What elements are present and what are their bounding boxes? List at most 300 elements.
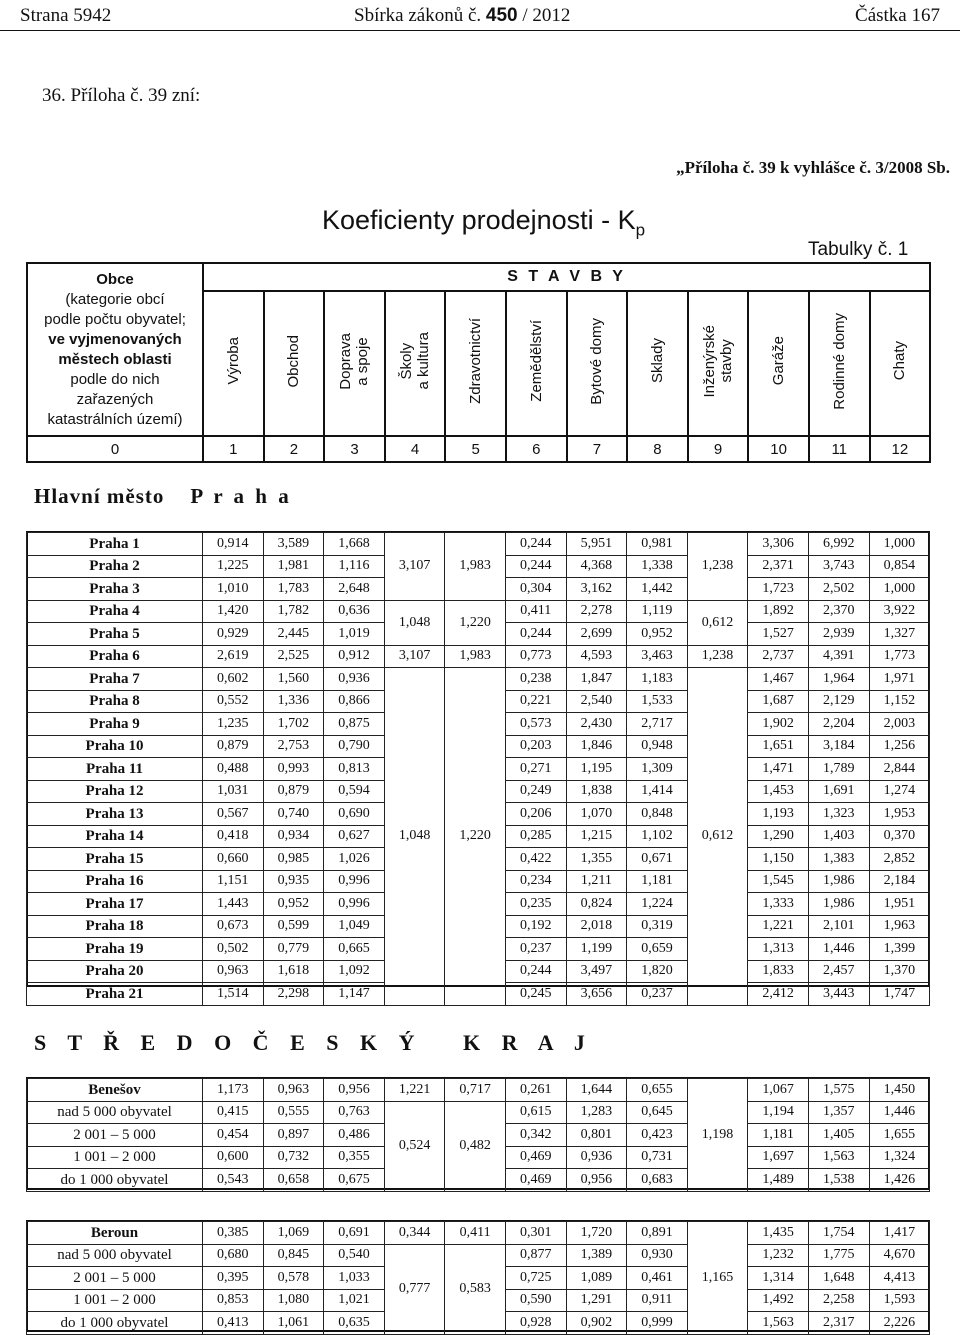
table-cell: 0,658 xyxy=(263,1169,324,1192)
row-name: Praha 11 xyxy=(27,758,203,781)
table-cell: 0,612 xyxy=(687,668,748,1006)
table-cell: 0,866 xyxy=(324,690,385,713)
table-cell: 1,720 xyxy=(566,1222,627,1245)
table-cell: 1,833 xyxy=(748,960,809,983)
table-cell: 1,754 xyxy=(808,1222,869,1245)
table-cell: 2,018 xyxy=(566,915,627,938)
table-cell: 3,463 xyxy=(627,645,688,668)
table-cell: 0,488 xyxy=(203,758,264,781)
table-cell: 1,198 xyxy=(687,1079,748,1192)
table-cell: 0,911 xyxy=(627,1289,688,1312)
table-cell: 2,003 xyxy=(869,713,930,736)
table-cell: 2,502 xyxy=(808,578,869,601)
table-cell: 1,221 xyxy=(384,1079,445,1102)
table-cell: 0,929 xyxy=(203,623,264,646)
table-cell: 0,690 xyxy=(324,803,385,826)
table-cell: 1,399 xyxy=(869,938,930,961)
table-cell: 1,291 xyxy=(566,1289,627,1312)
table-cell: 0,777 xyxy=(384,1244,445,1334)
table-cell: 1,492 xyxy=(748,1289,809,1312)
table-cell: 1,000 xyxy=(869,578,930,601)
column-number: 11 xyxy=(809,436,870,462)
table-cell: 0,319 xyxy=(627,915,688,938)
table-row xyxy=(27,1244,930,1267)
table-cell: 0,271 xyxy=(505,758,566,781)
table-cell: 1,414 xyxy=(627,780,688,803)
table-cell: 1,324 xyxy=(869,1146,930,1169)
table-cell: 0,952 xyxy=(263,893,324,916)
column-header: Výroba xyxy=(203,291,264,436)
table-cell: 0,853 xyxy=(203,1289,264,1312)
row-name: Praha 6 xyxy=(27,645,203,668)
table-cell: 4,593 xyxy=(566,645,627,668)
table-cell: 1,225 xyxy=(203,555,264,578)
row-name: do 1 000 obyvatel xyxy=(27,1169,203,1192)
table-cell: 4,413 xyxy=(869,1267,930,1290)
table-cell: 4,391 xyxy=(808,645,869,668)
table-cell: 1,951 xyxy=(869,893,930,916)
table-cell: 1,199 xyxy=(566,938,627,961)
table-cell: 0,877 xyxy=(505,1244,566,1267)
table-cell: 1,080 xyxy=(263,1289,324,1312)
obce-line: městech oblasti xyxy=(58,350,172,368)
table-cell: 1,655 xyxy=(869,1124,930,1147)
table-cell: 3,306 xyxy=(748,533,809,556)
table-cell: 1,221 xyxy=(748,915,809,938)
table-cell: 0,244 xyxy=(505,555,566,578)
table-cell: 0,717 xyxy=(445,1079,506,1102)
row-name: 1 001 – 2 000 xyxy=(27,1146,203,1169)
table-cell: 0,813 xyxy=(324,758,385,781)
table-cell: 0,655 xyxy=(627,1079,688,1102)
table-cell: 1,514 xyxy=(203,983,264,1006)
table-cell: 0,221 xyxy=(505,690,566,713)
row-name: Praha 10 xyxy=(27,735,203,758)
table-cell: 1,687 xyxy=(748,690,809,713)
table-cell: 1,668 xyxy=(324,533,385,556)
table-cell: 1,092 xyxy=(324,960,385,983)
table-cell: 2,129 xyxy=(808,690,869,713)
table-cell: 2,258 xyxy=(808,1289,869,1312)
obce-line: Obce xyxy=(96,270,134,288)
table-cell: 0,732 xyxy=(263,1146,324,1169)
table-cell: 1,820 xyxy=(627,960,688,983)
table-cell: 1,467 xyxy=(748,668,809,691)
obce-line: (kategorie obcí xyxy=(65,290,165,308)
table-cell: 6,992 xyxy=(808,533,869,556)
table-cell: 2,278 xyxy=(566,600,627,623)
table-cell: 0,691 xyxy=(324,1222,385,1245)
table-cell: 0,578 xyxy=(263,1267,324,1290)
table-cell: 1,446 xyxy=(808,938,869,961)
obce-line: podle do nich xyxy=(70,370,160,388)
table-cell: 1,238 xyxy=(687,645,748,668)
row-name: Praha 12 xyxy=(27,780,203,803)
table-cell: 0,422 xyxy=(505,848,566,871)
table-cell: 1,435 xyxy=(748,1222,809,1245)
table-cell: 1,211 xyxy=(566,870,627,893)
table-cell: 0,423 xyxy=(627,1124,688,1147)
table-cell: 0,848 xyxy=(627,803,688,826)
column-number: 8 xyxy=(627,436,688,462)
table-cell: 1,471 xyxy=(748,758,809,781)
row-name: Praha 7 xyxy=(27,668,203,691)
table-cell: 0,801 xyxy=(566,1124,627,1147)
benesov-table xyxy=(26,1078,930,1192)
table-cell: 0,879 xyxy=(203,735,264,758)
table-cell: 1,971 xyxy=(869,668,930,691)
section-name: P r a h a xyxy=(190,484,292,508)
table-cell: 1,238 xyxy=(687,533,748,601)
table-cell: 3,743 xyxy=(808,555,869,578)
table-cell: 1,357 xyxy=(808,1101,869,1124)
table-cell: 1,049 xyxy=(324,915,385,938)
table-cell: 1,489 xyxy=(748,1169,809,1192)
table-cell: 1,789 xyxy=(808,758,869,781)
table-cell: 1,417 xyxy=(869,1222,930,1245)
table-cell: 1,838 xyxy=(566,780,627,803)
table-cell: 0,301 xyxy=(505,1222,566,1245)
table-cell: 0,238 xyxy=(505,668,566,691)
table-cell: 1,070 xyxy=(566,803,627,826)
column-number: 12 xyxy=(870,436,931,462)
table-cell: 0,963 xyxy=(203,960,264,983)
table-cell: 0,683 xyxy=(627,1169,688,1192)
table-cell: 1,033 xyxy=(324,1267,385,1290)
column-number: 1 xyxy=(203,436,264,462)
table-cell: 2,370 xyxy=(808,600,869,623)
table-cell: 0,824 xyxy=(566,893,627,916)
table-cell: 1,150 xyxy=(748,848,809,871)
table-cell: 0,763 xyxy=(324,1101,385,1124)
table-cell: 0,385 xyxy=(203,1222,264,1245)
table-cell: 1,283 xyxy=(566,1101,627,1124)
table-cell: 1,986 xyxy=(808,893,869,916)
column-header: Chaty xyxy=(870,291,931,436)
table-cell: 1,235 xyxy=(203,713,264,736)
page-title: Koeficienty prodejnosti - $K_p$ xyxy=(322,205,646,240)
table-cell: 0,237 xyxy=(627,983,688,1006)
table-cell: 1,194 xyxy=(748,1101,809,1124)
table-cell: 1,313 xyxy=(748,938,809,961)
table-cell: 0,645 xyxy=(627,1101,688,1124)
table-cell: 3,922 xyxy=(869,600,930,623)
table-cell: 1,256 xyxy=(869,735,930,758)
table-cell: 1,183 xyxy=(627,668,688,691)
table-cell: 0,524 xyxy=(384,1101,445,1191)
table-cell: 1,116 xyxy=(324,555,385,578)
row-name: Praha 5 xyxy=(27,623,203,646)
table-cell: 1,405 xyxy=(808,1124,869,1147)
table-cell: 2,457 xyxy=(808,960,869,983)
table-cell: 1,618 xyxy=(263,960,324,983)
table-cell: 0,192 xyxy=(505,915,566,938)
section-label: Hlavní město xyxy=(34,484,165,508)
column-number: 10 xyxy=(748,436,809,462)
table-cell: 1,314 xyxy=(748,1267,809,1290)
page-number: Strana 5942 xyxy=(20,5,112,26)
table-cell: 0,461 xyxy=(627,1267,688,1290)
table-cell: 0,635 xyxy=(324,1312,385,1335)
table-cell: 0,845 xyxy=(263,1244,324,1267)
table-cell: 0,948 xyxy=(627,735,688,758)
table-cell: 0,985 xyxy=(263,848,324,871)
table-cell: 0,854 xyxy=(869,555,930,578)
table-cell: 0,469 xyxy=(505,1146,566,1169)
table-cell: 0,934 xyxy=(263,825,324,848)
table-cell: 0,996 xyxy=(324,893,385,916)
row-name: Praha 16 xyxy=(27,870,203,893)
table-cell: 0,956 xyxy=(566,1169,627,1192)
table-cell: 0,304 xyxy=(505,578,566,601)
table-cell: 2,525 xyxy=(263,645,324,668)
obce-header xyxy=(27,263,203,436)
table-cell: 1,173 xyxy=(203,1079,264,1102)
column-number: 9 xyxy=(688,436,749,462)
column-header: Zemědělství xyxy=(506,291,567,436)
table-cell: 1,220 xyxy=(445,668,506,1006)
table-cell: 1,538 xyxy=(808,1169,869,1192)
table-cell: 1,420 xyxy=(203,600,264,623)
table-cell: 2,699 xyxy=(566,623,627,646)
table-cell: 0,244 xyxy=(505,533,566,556)
table-cell: 0,594 xyxy=(324,780,385,803)
table-cell: 2,445 xyxy=(263,623,324,646)
table-cell: 3,184 xyxy=(808,735,869,758)
table-cell: 2,371 xyxy=(748,555,809,578)
table-cell: 0,415 xyxy=(203,1101,264,1124)
table-cell: 0,540 xyxy=(324,1244,385,1267)
column-header: Školy a kultura xyxy=(385,291,446,436)
table-cell: 4,368 xyxy=(566,555,627,578)
table-cell: 0,660 xyxy=(203,848,264,871)
table-cell: 1,181 xyxy=(748,1124,809,1147)
table-cell: 0,673 xyxy=(203,915,264,938)
table-cell: 0,244 xyxy=(505,960,566,983)
row-name: Praha 2 xyxy=(27,555,203,578)
table-cell: 0,245 xyxy=(505,983,566,1006)
table-cell: 1,067 xyxy=(748,1079,809,1102)
table-cell: 0,912 xyxy=(324,645,385,668)
table-cell: 0,590 xyxy=(505,1289,566,1312)
column-number: 0 xyxy=(27,436,203,462)
row-name: Praha 1 xyxy=(27,533,203,556)
table-cell: 3,497 xyxy=(566,960,627,983)
table-cell: 1,048 xyxy=(384,668,445,1006)
table-cell: 0,602 xyxy=(203,668,264,691)
table-cell: 1,152 xyxy=(869,690,930,713)
row-name: Praha 4 xyxy=(27,600,203,623)
table-cell: 0,599 xyxy=(263,915,324,938)
column-header: Sklady xyxy=(627,291,688,436)
table-cell: 0,612 xyxy=(687,600,748,645)
table-cell: 1,151 xyxy=(203,870,264,893)
table-cell: 2,540 xyxy=(566,690,627,713)
table-cell: 0,725 xyxy=(505,1267,566,1290)
table-cell: 1,000 xyxy=(869,533,930,556)
obce-line: katastrálních území) xyxy=(47,410,183,428)
table-cell: 2,717 xyxy=(627,713,688,736)
table-cell: 5,951 xyxy=(566,533,627,556)
table-cell: 1,644 xyxy=(566,1079,627,1102)
table-cell: 0,395 xyxy=(203,1267,264,1290)
table-cell: 0,731 xyxy=(627,1146,688,1169)
part-number: Částka 167 xyxy=(855,5,940,26)
table-cell: 1,847 xyxy=(566,668,627,691)
table-cell: 1,102 xyxy=(627,825,688,848)
table-cell: 0,665 xyxy=(324,938,385,961)
table-cell: 1,892 xyxy=(748,600,809,623)
table-cell: 1,963 xyxy=(869,915,930,938)
table-cell: 1,021 xyxy=(324,1289,385,1312)
section-praha xyxy=(34,484,292,509)
table-row xyxy=(27,645,930,668)
table-cell: 1,593 xyxy=(869,1289,930,1312)
table-cell: 1,389 xyxy=(566,1244,627,1267)
column-number: 5 xyxy=(445,436,506,462)
row-name: Praha 8 xyxy=(27,690,203,713)
row-name: Praha 14 xyxy=(27,825,203,848)
table-cell: 0,502 xyxy=(203,938,264,961)
table-cell: 2,852 xyxy=(869,848,930,871)
table-cell: 0,675 xyxy=(324,1169,385,1192)
table-cell: 1,442 xyxy=(627,578,688,601)
table-cell: 0,555 xyxy=(263,1101,324,1124)
table-cell: 1,048 xyxy=(384,600,445,645)
table-cell: 1,274 xyxy=(869,780,930,803)
row-name: Praha 17 xyxy=(27,893,203,916)
row-name: Praha 15 xyxy=(27,848,203,871)
table-cell: 1,355 xyxy=(566,848,627,871)
table-cell: 0,936 xyxy=(324,668,385,691)
collection-title: Sbírka zákonů č. 450 / 2012 xyxy=(354,5,571,26)
table-cell: 3,162 xyxy=(566,578,627,601)
table-cell: 2,317 xyxy=(808,1312,869,1335)
table-cell: 0,773 xyxy=(505,645,566,668)
table-cell: 2,737 xyxy=(748,645,809,668)
table-cell: 1,069 xyxy=(263,1222,324,1245)
table-cell: 1,193 xyxy=(748,803,809,826)
table-cell: 1,648 xyxy=(808,1267,869,1290)
table-cell: 1,220 xyxy=(445,600,506,645)
table-cell: 0,285 xyxy=(505,825,566,848)
table-cell: 1,902 xyxy=(748,713,809,736)
table-cell: 0,235 xyxy=(505,893,566,916)
table-cell: 0,552 xyxy=(203,690,264,713)
table-cell: 0,249 xyxy=(505,780,566,803)
table-cell: 0,454 xyxy=(203,1124,264,1147)
table-cell: 0,636 xyxy=(324,600,385,623)
table-cell: 0,875 xyxy=(324,713,385,736)
row-name: Praha 9 xyxy=(27,713,203,736)
table-cell: 1,010 xyxy=(203,578,264,601)
table-cell: 0,342 xyxy=(505,1124,566,1147)
table-cell: 0,355 xyxy=(324,1146,385,1169)
table-cell: 1,309 xyxy=(627,758,688,781)
table-cell: 3,107 xyxy=(384,645,445,668)
table-cell: 1,119 xyxy=(627,600,688,623)
table-cell: 0,740 xyxy=(263,803,324,826)
table-row xyxy=(27,668,930,691)
table-cell: 1,061 xyxy=(263,1312,324,1335)
table-cell: 0,956 xyxy=(324,1079,385,1102)
table-cell: 1,450 xyxy=(869,1079,930,1102)
table-cell: 1,031 xyxy=(203,780,264,803)
table-cell: 0,583 xyxy=(445,1244,506,1334)
table-cell: 1,983 xyxy=(445,645,506,668)
table-cell: 1,747 xyxy=(869,983,930,1006)
table-cell: 1,383 xyxy=(808,848,869,871)
table-cell: 0,897 xyxy=(263,1124,324,1147)
table-cell: 2,184 xyxy=(869,870,930,893)
table-cell: 3,589 xyxy=(263,533,324,556)
row-name: Beroun xyxy=(27,1222,203,1245)
table-number: Tabulky č. 1 xyxy=(808,239,909,260)
table-row xyxy=(27,600,930,623)
table-cell: 0,411 xyxy=(505,600,566,623)
table-cell: 2,844 xyxy=(869,758,930,781)
table-cell: 0,206 xyxy=(505,803,566,826)
table-cell: 0,600 xyxy=(203,1146,264,1169)
table-cell: 0,963 xyxy=(263,1079,324,1102)
table-cell: 0,779 xyxy=(263,938,324,961)
table-cell: 1,089 xyxy=(566,1267,627,1290)
table-cell: 1,575 xyxy=(808,1079,869,1102)
table-cell: 1,775 xyxy=(808,1244,869,1267)
table-cell: 2,939 xyxy=(808,623,869,646)
table-cell: 0,543 xyxy=(203,1169,264,1192)
row-name: Praha 18 xyxy=(27,915,203,938)
table-cell: 1,232 xyxy=(748,1244,809,1267)
table-cell: 1,147 xyxy=(324,983,385,1006)
table-cell: 0,999 xyxy=(627,1312,688,1335)
table-cell: 1,983 xyxy=(445,533,506,601)
table-cell: 0,914 xyxy=(203,533,264,556)
table-cell: 3,107 xyxy=(384,533,445,601)
table-cell: 2,412 xyxy=(748,983,809,1006)
table-cell: 0,902 xyxy=(566,1312,627,1335)
column-number: 3 xyxy=(324,436,385,462)
table-cell: 1,215 xyxy=(566,825,627,848)
table-cell: 1,964 xyxy=(808,668,869,691)
table-cell: 2,101 xyxy=(808,915,869,938)
table-cell: 0,413 xyxy=(203,1312,264,1335)
table-cell: 0,952 xyxy=(627,623,688,646)
obce-line: zařazených xyxy=(76,390,154,408)
table-cell: 1,165 xyxy=(687,1222,748,1335)
row-name: Praha 20 xyxy=(27,960,203,983)
row-name: do 1 000 obyvatel xyxy=(27,1312,203,1335)
table-cell: 1,782 xyxy=(263,600,324,623)
page-header xyxy=(0,0,960,31)
column-header: Zdravotnictví xyxy=(445,291,506,436)
table-cell: 0,486 xyxy=(324,1124,385,1147)
table-cell: 0,203 xyxy=(505,735,566,758)
table-cell: 1,443 xyxy=(203,893,264,916)
table-cell: 0,261 xyxy=(505,1079,566,1102)
table-cell: 0,244 xyxy=(505,623,566,646)
table-cell: 0,627 xyxy=(324,825,385,848)
table-cell: 0,234 xyxy=(505,870,566,893)
table-cell: 0,237 xyxy=(505,938,566,961)
obce-line: podle počtu obyvatel; xyxy=(44,310,186,328)
table-cell: 0,930 xyxy=(627,1244,688,1267)
column-header: Bytové domy xyxy=(567,291,628,436)
table-cell: 2,648 xyxy=(324,578,385,601)
table-cell: 0,370 xyxy=(869,825,930,848)
table-cell: 1,224 xyxy=(627,893,688,916)
stavby-header: S T A V B Y xyxy=(203,263,930,291)
